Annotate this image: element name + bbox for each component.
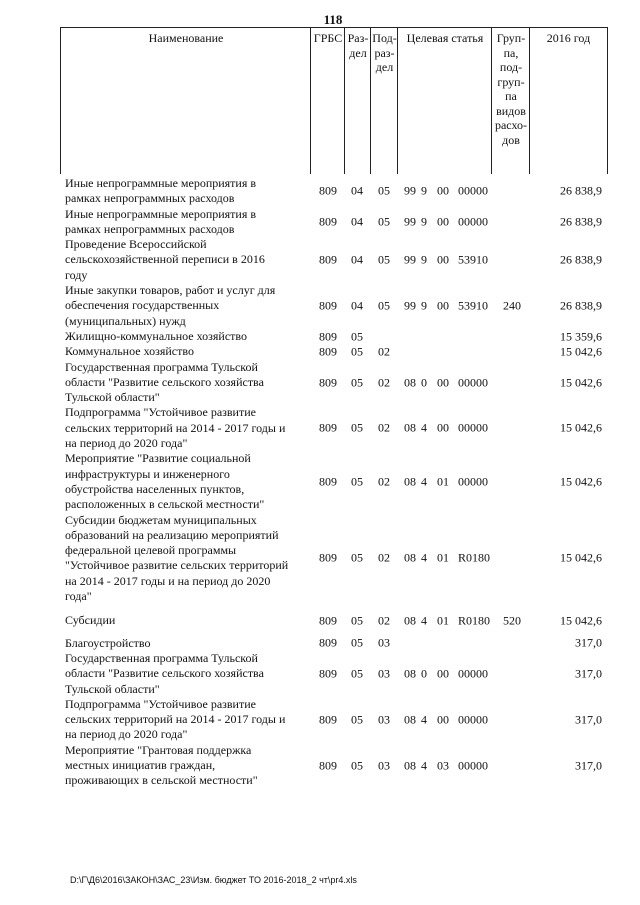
row-razdel: 05 xyxy=(351,420,363,435)
row-name xyxy=(65,613,310,628)
row-razdel: 05 xyxy=(351,474,363,489)
row-razdel: 05 xyxy=(351,635,363,650)
row-target-code: 00000 xyxy=(458,712,488,727)
header-target xyxy=(397,27,492,174)
row-name-line: Подпрограмма "Устойчивое развитие xyxy=(65,405,256,420)
row-name-line: сельских территорий на 2014 - 2017 годы и xyxy=(65,712,286,727)
header-vid-text xyxy=(492,28,530,147)
header-vid-line: па, xyxy=(503,45,519,60)
row-name-line: расположенных в сельской местности" xyxy=(65,497,265,512)
row-sum: 317,0 xyxy=(575,635,602,650)
row-name-line: обеспечения государственных xyxy=(65,298,220,313)
header-podrazdel-line: раз- xyxy=(374,45,395,60)
row-name-line: Субсидии xyxy=(65,613,116,628)
row-podrazdel: 02 xyxy=(378,474,390,489)
row-podrazdel: 05 xyxy=(378,183,390,198)
row-grbs: 809 xyxy=(319,214,337,229)
row-target-event: 00 xyxy=(437,214,449,229)
row-grbs: 809 xyxy=(319,183,337,198)
row-target-code: 00000 xyxy=(458,214,488,229)
table-row xyxy=(0,283,640,329)
row-grbs: 809 xyxy=(319,613,337,628)
header-razdel-text xyxy=(345,28,371,60)
table-row xyxy=(0,613,640,628)
row-name-line: обустройства населенных пунктов, xyxy=(65,481,245,496)
header-podrazdel-text xyxy=(371,28,398,75)
row-target-code: R0180 xyxy=(458,550,491,565)
header-year xyxy=(529,27,608,174)
row-name xyxy=(65,344,310,359)
row-name-line: местных инициатив граждан, xyxy=(65,758,216,772)
row-name xyxy=(65,329,310,344)
row-target-subprogram: 4 xyxy=(421,712,427,727)
row-sum: 15 042,6 xyxy=(560,474,602,489)
row-target-event: 00 xyxy=(437,183,449,198)
row-name-line: Мероприятие "Грантовая поддержка xyxy=(65,742,252,757)
row-sum: 26 838,9 xyxy=(560,214,602,229)
row-name-line: Коммунальное хозяйство xyxy=(65,344,194,359)
footer-file-path: D:\Г\Д6\2016\ЗАКОН\ЗАС_23\Изм. бюджет ТО 2016-2018_2 чт\pr4.xls xyxy=(70,875,357,885)
header-razdel-line: Раз- xyxy=(347,31,369,45)
row-grbs: 809 xyxy=(319,298,337,313)
row-sum: 26 838,9 xyxy=(560,298,602,313)
row-name xyxy=(65,405,310,451)
table-row xyxy=(0,360,640,406)
header-podrazdel-line: дел xyxy=(375,60,394,74)
row-name xyxy=(65,743,310,789)
row-name-line: Тульской области" xyxy=(65,681,160,696)
row-sum: 317,0 xyxy=(575,757,602,772)
row-target-code: 00000 xyxy=(458,474,488,489)
row-name-line: области "Развитие сельского хозяйства xyxy=(65,374,264,389)
row-sum: 317,0 xyxy=(575,666,602,681)
header-year-text: 2016 год xyxy=(546,31,591,45)
row-target-subprogram: 0 xyxy=(421,374,427,389)
row-podrazdel: 02 xyxy=(378,420,390,435)
row-grbs: 809 xyxy=(319,757,337,772)
row-razdel: 04 xyxy=(351,183,363,198)
row-target-subprogram: 4 xyxy=(421,420,427,435)
row-razdel: 05 xyxy=(351,613,363,628)
row-name xyxy=(65,237,310,283)
table-row xyxy=(0,405,640,451)
header-podrazdel xyxy=(370,27,398,174)
row-sum: 15 042,6 xyxy=(560,420,602,435)
row-name-line: образований на реализацию мероприятий xyxy=(65,527,279,542)
header-razdel xyxy=(344,27,371,174)
row-razdel: 05 xyxy=(351,328,363,343)
row-name-line: Благоустройство xyxy=(65,635,151,650)
row-razdel: 04 xyxy=(351,214,363,229)
row-target-subprogram: 4 xyxy=(421,550,427,565)
row-target-program: 99 xyxy=(404,183,416,198)
row-target-subprogram: 4 xyxy=(421,474,427,489)
row-grbs: 809 xyxy=(319,474,337,489)
row-name xyxy=(65,513,310,605)
row-vid: 240 xyxy=(503,298,521,313)
row-name-line: году xyxy=(65,267,88,282)
header-podrazdel-line: Под- xyxy=(372,31,397,45)
row-sum: 15 042,6 xyxy=(560,374,602,389)
header-vid xyxy=(491,27,530,174)
row-podrazdel: 05 xyxy=(378,298,390,313)
table-row xyxy=(0,743,640,789)
table-row xyxy=(0,344,640,359)
row-name-line: на период до 2020 года" xyxy=(65,436,188,451)
table-row xyxy=(0,651,640,697)
row-target-subprogram: 0 xyxy=(421,666,427,681)
row-target-event: 03 xyxy=(437,757,449,772)
row-grbs: 809 xyxy=(319,550,337,565)
row-podrazdel: 05 xyxy=(378,252,390,267)
row-sum: 26 838,9 xyxy=(560,183,602,198)
header-vid-line: дов xyxy=(502,132,520,147)
row-name-line: инфраструктуры и инженерного xyxy=(65,466,230,481)
row-name-line: Иные закупки товаров, работ и услуг для xyxy=(65,283,276,298)
row-razdel: 05 xyxy=(351,374,363,389)
row-grbs: 809 xyxy=(319,328,337,343)
row-name xyxy=(65,636,310,651)
row-name xyxy=(65,283,310,329)
row-name-line: года" xyxy=(65,589,92,604)
row-target-event: 00 xyxy=(437,666,449,681)
row-podrazdel: 03 xyxy=(378,635,390,650)
row-name xyxy=(65,360,310,406)
table-row xyxy=(0,513,640,605)
row-target-program: 08 xyxy=(404,374,416,389)
row-grbs: 809 xyxy=(319,666,337,681)
page-number: 118 xyxy=(323,12,343,27)
header-vid-line: под- xyxy=(499,60,523,74)
row-podrazdel: 02 xyxy=(378,613,390,628)
row-name-line: Проведение Всероссийской xyxy=(65,237,207,252)
row-target-program: 08 xyxy=(404,550,416,565)
row-target-event: 00 xyxy=(437,374,449,389)
row-name-line: федеральной целевой программы xyxy=(65,543,237,558)
row-name-line: Государственная программа Тульской xyxy=(65,359,258,374)
header-razdel-line: дел xyxy=(349,45,367,60)
row-target-event: 00 xyxy=(437,252,449,267)
row-podrazdel: 02 xyxy=(378,374,390,389)
row-podrazdel: 02 xyxy=(378,344,390,359)
row-podrazdel: 05 xyxy=(378,214,390,229)
table-row xyxy=(0,176,640,207)
row-target-subprogram: 9 xyxy=(421,183,427,198)
row-target-program: 99 xyxy=(404,298,416,313)
header-vid-line: видов xyxy=(496,103,526,118)
row-name-line: сельскохозяйственной переписи в 2016 xyxy=(65,252,265,267)
row-name-line: области "Развитие сельского хозяйства xyxy=(65,666,264,681)
row-razdel: 05 xyxy=(351,757,363,772)
row-target-code: 00000 xyxy=(458,183,488,198)
row-grbs: 809 xyxy=(319,374,337,389)
row-name-line: Иные непрограммные мероприятия в xyxy=(65,176,257,190)
row-name-line: (муниципальных) нужд xyxy=(65,313,186,328)
row-target-program: 08 xyxy=(404,757,416,772)
row-target-code: 00000 xyxy=(458,757,488,772)
row-name xyxy=(65,207,310,238)
header-name-text: Наименование xyxy=(148,31,224,45)
row-sum: 15 359,6 xyxy=(560,328,602,343)
row-target-program: 08 xyxy=(404,712,416,727)
table-row xyxy=(0,329,640,344)
row-name-line: Государственная программа Тульской xyxy=(65,650,258,665)
row-target-event: 00 xyxy=(437,298,449,313)
row-name-line: Мероприятие "Развитие социальной xyxy=(65,451,251,466)
row-sum: 15 042,6 xyxy=(560,613,602,628)
row-razdel: 05 xyxy=(351,712,363,727)
row-grbs: 809 xyxy=(319,344,337,359)
table-body xyxy=(0,176,640,789)
table-row xyxy=(0,207,640,238)
row-name-line: на период до 2020 года" xyxy=(65,727,188,742)
row-target-event: 01 xyxy=(437,550,449,565)
row-target-subprogram: 9 xyxy=(421,214,427,229)
header-grbs-text: ГРБС xyxy=(313,31,343,45)
row-grbs: 809 xyxy=(319,712,337,727)
row-name-line: Жилищно-коммунальное хозяйство xyxy=(65,328,248,343)
header-vid-line: па xyxy=(505,89,517,103)
row-name-line: сельских территорий на 2014 - 2017 годы и xyxy=(65,420,286,435)
row-name-line: рамках непрограммных расходов xyxy=(65,191,235,206)
row-razdel: 04 xyxy=(351,252,363,267)
row-vid: 520 xyxy=(503,613,521,628)
row-target-event: 00 xyxy=(437,712,449,727)
row-name xyxy=(65,176,310,207)
row-name-line: Подпрограмма "Устойчивое развитие xyxy=(65,696,256,711)
row-name-line: Тульской области" xyxy=(65,390,160,405)
row-target-program: 08 xyxy=(404,474,416,489)
row-sum: 15 042,6 xyxy=(560,344,602,359)
header-grbs xyxy=(310,27,345,174)
row-name-line: проживающих в сельской местности" xyxy=(65,773,258,788)
row-podrazdel: 02 xyxy=(378,550,390,565)
row-razdel: 04 xyxy=(351,298,363,313)
row-name xyxy=(65,697,310,743)
row-target-subprogram: 4 xyxy=(421,757,427,772)
row-name-line: Субсидии бюджетам муниципальных xyxy=(65,512,257,527)
table-row xyxy=(0,451,640,512)
row-target-code: 00000 xyxy=(458,374,488,389)
row-podrazdel: 03 xyxy=(378,757,390,772)
row-razdel: 05 xyxy=(351,550,363,565)
row-target-program: 08 xyxy=(404,666,416,681)
row-podrazdel: 03 xyxy=(378,666,390,681)
table-row xyxy=(0,697,640,743)
table-row xyxy=(0,636,640,651)
row-target-program: 99 xyxy=(404,214,416,229)
row-target-code: 53910 xyxy=(458,298,488,313)
row-grbs: 809 xyxy=(319,420,337,435)
row-grbs: 809 xyxy=(319,635,337,650)
header-vid-line: груп- xyxy=(497,74,525,89)
row-name-line: "Устойчивое развитие сельских территорий xyxy=(65,558,289,573)
row-target-code: 00000 xyxy=(458,420,488,435)
row-target-subprogram: 9 xyxy=(421,298,427,313)
row-target-event: 00 xyxy=(437,420,449,435)
header-vid-line: расхо- xyxy=(494,118,528,132)
row-sum: 317,0 xyxy=(575,712,602,727)
row-name-line: на 2014 - 2017 годы и на период до 2020 xyxy=(65,573,271,588)
row-name-line: Иные непрограммные мероприятия в xyxy=(65,206,257,221)
row-podrazdel: 03 xyxy=(378,712,390,727)
row-target-subprogram: 4 xyxy=(421,613,427,628)
row-target-program: 99 xyxy=(404,252,416,267)
row-name xyxy=(65,451,310,512)
row-target-code: 53910 xyxy=(458,252,488,267)
table-row xyxy=(0,237,640,283)
row-target-program: 08 xyxy=(404,420,416,435)
row-razdel: 05 xyxy=(351,666,363,681)
row-grbs: 809 xyxy=(319,252,337,267)
row-target-program: 08 xyxy=(404,613,416,628)
header-target-text: Целевая статья xyxy=(406,31,484,45)
row-sum: 15 042,6 xyxy=(560,550,602,565)
row-name xyxy=(65,651,310,697)
header-name xyxy=(60,27,311,174)
row-target-event: 01 xyxy=(437,613,449,628)
row-razdel: 05 xyxy=(351,344,363,359)
row-target-code: 00000 xyxy=(458,666,488,681)
row-target-event: 01 xyxy=(437,474,449,489)
row-target-code: R0180 xyxy=(458,613,491,628)
row-sum: 26 838,9 xyxy=(560,252,602,267)
row-target-subprogram: 9 xyxy=(421,252,427,267)
header-vid-line: Груп- xyxy=(496,31,526,45)
row-name-line: рамках непрограммных расходов xyxy=(65,221,235,236)
